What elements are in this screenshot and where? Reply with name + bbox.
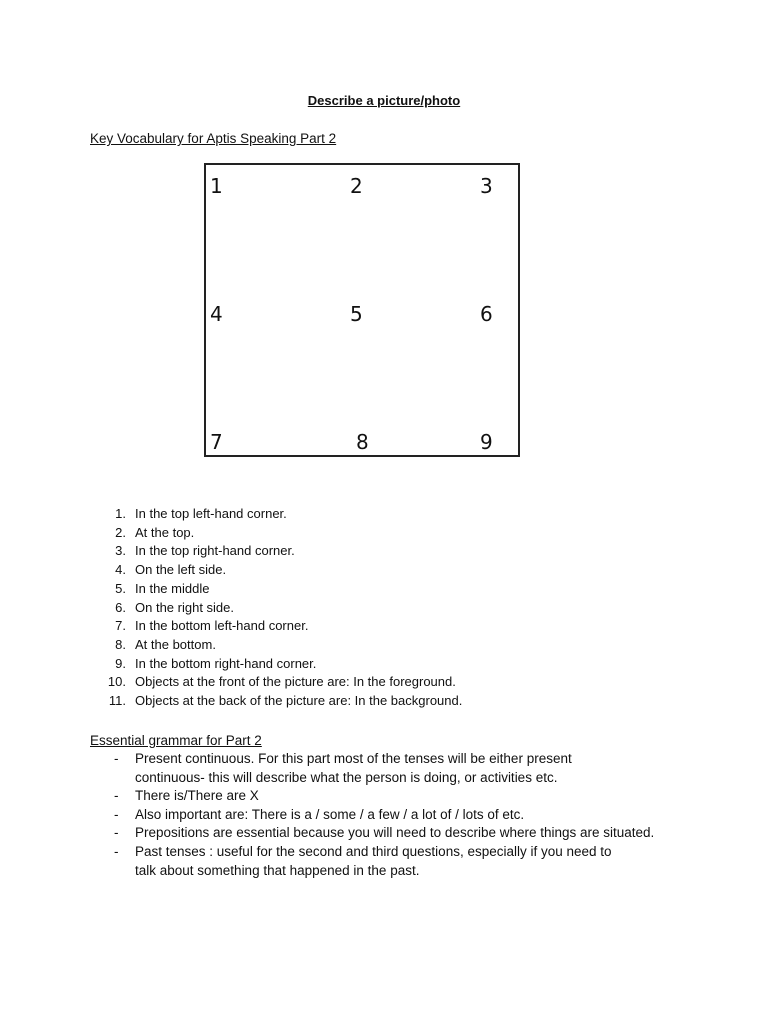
list-item-number: 3. (115, 543, 126, 559)
list-item (90, 787, 690, 806)
bullet-dash: - (114, 806, 119, 822)
list-item (90, 524, 710, 543)
list-item (90, 580, 710, 599)
list-item-number: 1. (115, 506, 126, 521)
grid-number-6: 6 (480, 302, 493, 326)
grid-number-4: 4 (210, 302, 223, 326)
list-item (90, 806, 690, 825)
list-item-number: 5. (115, 580, 126, 596)
list-item-text: Present continuous. For this part most of the tenses will be either present (135, 751, 572, 766)
list-item-text: Objects at the back of the picture are: In the background. (135, 693, 463, 709)
list-item (90, 617, 710, 636)
vocabulary-list (90, 505, 710, 711)
list-item-text: At the top. (135, 524, 195, 540)
grid-number-9: 9 (480, 430, 493, 454)
section-heading-grammar: Essential grammar for Part 2 (90, 733, 262, 748)
list-item-text: At the bottom. (135, 636, 216, 652)
list-item-text: continuous- this will describe what the person is doing, or activities etc. (135, 769, 558, 785)
list-item-number: 4. (115, 562, 126, 578)
grammar-list (90, 750, 690, 880)
list-item (90, 692, 710, 711)
grid-number-7: 7 (210, 430, 223, 454)
list-item-text: In the bottom right-hand corner. (135, 655, 317, 671)
list-item (90, 636, 710, 655)
grid-number-2: 2 (350, 174, 363, 198)
list-item-text: In the top left-hand corner. (135, 506, 287, 521)
list-item (90, 542, 710, 561)
list-item (90, 561, 710, 580)
list-item (90, 505, 710, 524)
list-item-text: In the middle (135, 580, 210, 596)
list-item-number: 2. (115, 524, 126, 540)
list-item-text: Prepositions are essential because you will need to describe where things are situated. (135, 825, 655, 841)
page-title: Describe a picture/photo (307, 93, 461, 108)
list-item (90, 750, 690, 787)
list-item (90, 824, 690, 843)
list-item-text: talk about something that happened in the past. (135, 862, 420, 878)
grid-number-1: 1 (210, 174, 223, 198)
list-item-text: In the bottom left-hand corner. (135, 618, 309, 634)
section-heading-vocabulary: Key Vocabulary for Aptis Speaking Part 2 (90, 131, 337, 146)
grid-number-5: 5 (350, 302, 363, 326)
list-item (90, 673, 710, 692)
list-item-text: Past tenses : useful for the second and third questions, especially if you need to (135, 843, 612, 859)
list-item-text: Objects at the front of the picture are: In the foreground. (135, 674, 456, 690)
list-item-number: 7. (115, 618, 126, 634)
list-item-number: 9. (115, 655, 126, 671)
list-item-number: 11. (108, 693, 126, 709)
grid-number-8: 8 (356, 430, 369, 454)
bullet-dash: - (114, 751, 119, 766)
bullet-dash: - (114, 788, 119, 804)
list-item (90, 599, 710, 618)
list-item-text: Also important are: There is a / some / a few / a lot of / lots of etc. (135, 806, 525, 822)
list-item (90, 843, 690, 880)
list-item-number: 6. (115, 599, 126, 615)
position-grid-diagram (204, 163, 520, 457)
list-item-number: 8. (115, 636, 126, 652)
list-item-text: On the left side. (135, 562, 227, 578)
list-item-text: On the right side. (135, 599, 234, 615)
list-item-text: There is/There are X (135, 788, 259, 804)
list-item (90, 655, 710, 674)
list-item-number: 10. (107, 674, 126, 690)
bullet-dash: - (114, 843, 119, 859)
bullet-dash: - (114, 825, 119, 841)
grid-number-3: 3 (480, 174, 493, 198)
list-item-text: In the top right-hand corner. (135, 543, 295, 559)
